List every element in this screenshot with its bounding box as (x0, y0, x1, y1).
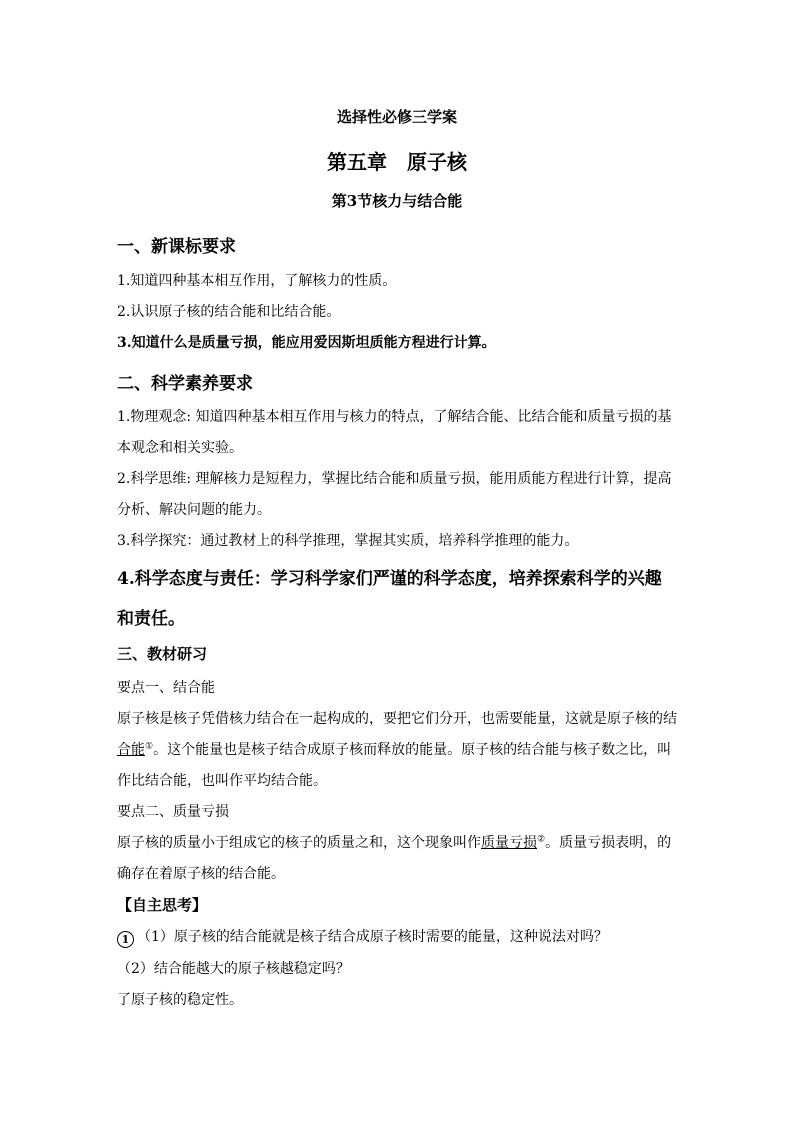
heading-new-curriculum: 一、新课标要求 (117, 237, 236, 257)
curriculum-item-2: 2.认识原子核的结合能和比结合能。 (117, 304, 341, 320)
point-1-line-2: 合能①。这个能量也是核子结合成原子核而释放的能量。原子核的结合能与核子数之比，叫 (117, 741, 672, 758)
point-2-title: 要点二、质量亏损 (117, 804, 229, 820)
literacy-item-3: 3.科学探究：通过教材上的科学推理，掌握其实质，培养科学推理的能力。 (117, 533, 579, 549)
question-1: 1 （1）原子核的结合能就是核子结合成原子核时需要的能量，这种说法对吗？ (117, 926, 608, 948)
point-1-title: 要点一、结合能 (117, 680, 215, 696)
section-title: 第3节核力与结合能 (331, 192, 463, 210)
footnote-ref-1[interactable]: ① (145, 741, 154, 752)
literacy-item-1-line-2: 本观念和相关实验。 (117, 440, 243, 456)
self-thinking-heading: 【自主思考】 (117, 896, 208, 914)
point-2-line-1: 原子核的质量小于组成它的核子的质量之和，这个现象叫作质量亏损②。质量亏损表明，的 (117, 834, 672, 851)
point-1-line-3: 作比结合能，也叫作平均结合能。 (117, 773, 327, 789)
heading-literacy: 二、科学素养要求 (117, 374, 253, 394)
literacy-item-4-line-2: 和责任。 (117, 609, 185, 629)
curriculum-item-1: 1.知道四种基本相互作用，了解核力的性质。 (117, 273, 397, 289)
heading-textbook-study: 三、教材研习 (117, 645, 208, 663)
literacy-item-4-line-1: 4.科学态度与责任：学习科学家们严谨的科学态度，培养探索科学的兴趣 (117, 569, 662, 589)
binding-energy-term: 合能 (117, 742, 145, 758)
chapter-title: 第五章 原子核 (327, 150, 467, 174)
point-1-line-1: 原子核是核子凭借核力结合在一起构成的，要把它们分开，也需要能量，这就是原子核的结 (117, 711, 677, 727)
mass-defect-term: 质量亏损 (481, 835, 537, 851)
literacy-item-2-line-1: 2.科学思维: 理解核力是短程力，掌握比结合能和质量亏损，能用质能方程进行计算，提高 (117, 471, 672, 487)
point-2-line-2: 确存在着原子核的结合能。 (117, 866, 285, 882)
series-title: 选择性必修三学案 (336, 108, 457, 126)
footnote-ref-2[interactable]: ② (537, 834, 546, 845)
circled-number-marker: 1 (117, 931, 134, 948)
curriculum-item-3: 3.知道什么是质量亏损，能应用爱因斯坦质能方程进行计算。 (117, 335, 496, 351)
literacy-item-2-line-2: 分析、解决问题的能力。 (117, 502, 271, 518)
question-2: （2）结合能越大的原子核越稳定吗？ (117, 961, 350, 977)
answer-fragment: 了原子核的稳定性。 (117, 992, 243, 1008)
literacy-item-1-line-1: 1.物理观念: 知道四种基本相互作用与核力的特点，了解结合能、比结合能和质量亏损的基 (117, 409, 672, 425)
